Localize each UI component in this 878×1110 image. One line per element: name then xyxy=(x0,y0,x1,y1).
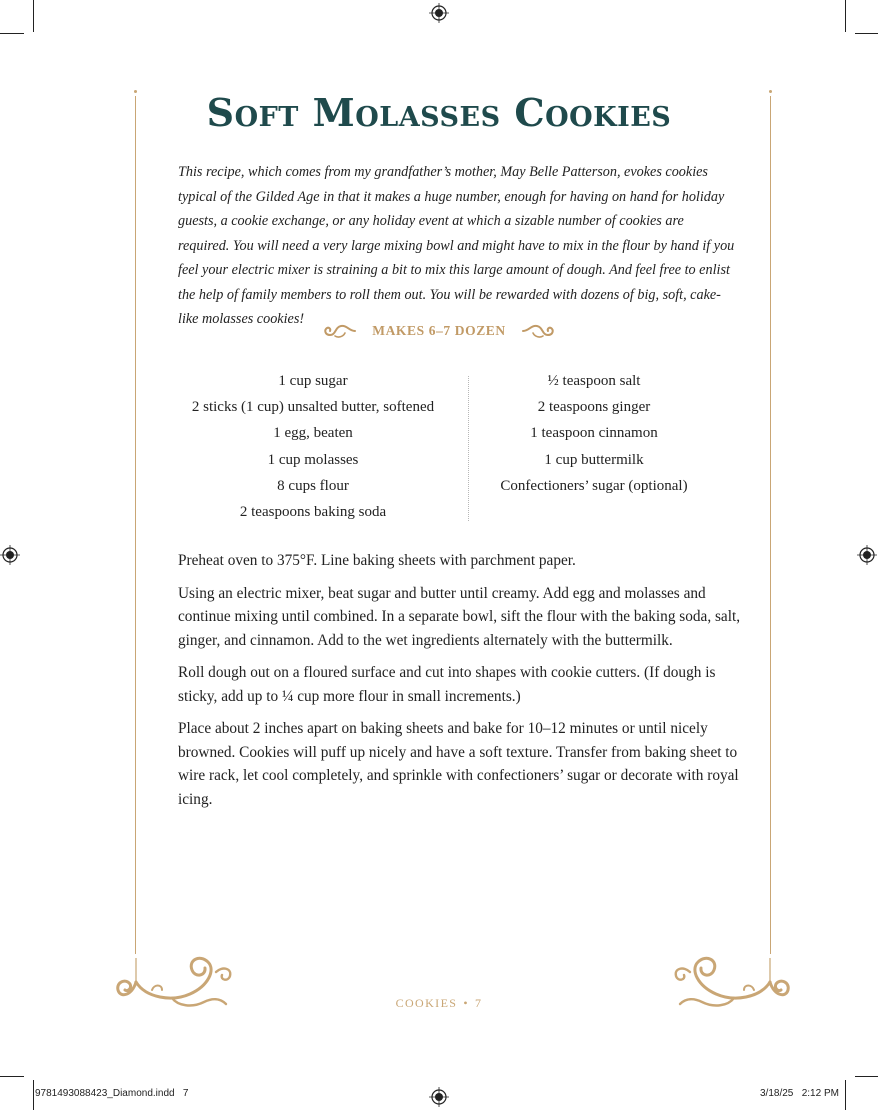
recipe-intro: This recipe, which comes from my grandfather’s mother, May Belle Patterson, evokes cookies typical of the Gilded Age in that it makes a huge number, enough for having on hand for holiday guests, a cookie exchange, or any holiday event at which a sizable number of cookies are required. You will need a very large mixing bowl and might have to mix in the flour by hand if you feel your electric mixer is straining a bit to mix this large amount of dough. And feel free to enlist the help of family members to roll them out. You will be rewarded with dozens of big, soft, cake-like molasses cookies! xyxy=(178,164,735,327)
footer-section: COOKIES xyxy=(395,996,458,1010)
crop-mark-bottom-left-h xyxy=(0,1076,24,1077)
ingredients-divider xyxy=(468,376,469,521)
recipe-title: Soft Molasses Cookies xyxy=(206,90,672,135)
slug-file: 9781493088423_Diamond.indd 7 xyxy=(35,1088,189,1099)
ingredient-item: 2 teaspoons baking soda xyxy=(239,504,387,521)
ingredients-left-column xyxy=(160,368,466,525)
frame-line-left xyxy=(135,96,136,954)
crop-mark-bottom-right-h xyxy=(855,1076,878,1077)
yield-line xyxy=(0,320,878,341)
ingredient-item: 1 cup molasses xyxy=(267,451,359,468)
recipe-step: Preheat oven to 375°F. Line baking sheets with parchment paper. xyxy=(178,552,576,569)
crop-mark-top-right-h xyxy=(855,33,878,34)
crop-mark-top-right-v xyxy=(845,0,846,32)
slug-timestamp: 3/18/25 2:12 PM xyxy=(760,1088,839,1099)
registration-mark-icon xyxy=(429,3,449,23)
ingredient-item: 1 teaspoon cinnamon xyxy=(530,425,658,442)
recipe-steps xyxy=(178,549,743,820)
crop-mark-top-left-h xyxy=(0,33,24,34)
crop-mark-top-left-v xyxy=(33,0,34,32)
recipe-step: Roll dough out on a floured surface and cut into shapes with cookie cutters. (If dough is sticky, add up to ¼ cup more flour in small increments.) xyxy=(178,664,716,705)
ingredient-item: ½ teaspoon salt xyxy=(547,373,641,389)
frame-line-right xyxy=(770,96,771,954)
ingredient-item: 2 teaspoons ginger xyxy=(537,399,651,416)
flourish-ornament-right-icon xyxy=(521,321,557,341)
page-number: 7 xyxy=(475,996,483,1010)
ingredient-item: 8 cups flour xyxy=(277,477,349,494)
ingredient-item: 1 cup sugar xyxy=(278,373,348,389)
recipe-step: Using an electric mixer, beat sugar and butter until creamy. Add egg and molasses and continue mixing until combined. In a separate bowl, sift the flour with the baking soda, salt, ginger, and cinnamon. Add to the wet ingredients alternately with the buttermilk. xyxy=(178,584,741,649)
flourish-ornament-left-icon xyxy=(321,321,357,341)
registration-mark-icon xyxy=(857,545,877,565)
ingredient-item: 2 sticks (1 cup) unsalted butter, softened xyxy=(191,399,435,416)
registration-mark-icon xyxy=(0,545,20,565)
recipe-step: Place about 2 inches apart on baking sheets and bake for 10–12 minutes or until nicely browned. Cookies will puff up nicely and have a soft texture. Transfer from baking sheet to wire rack, let cool completely, and sprinkle with confectioners’ sugar or decorate with royal icing. xyxy=(178,720,739,808)
crop-mark-bottom-right-v xyxy=(845,1080,846,1110)
crop-mark-bottom-left-v xyxy=(33,1080,34,1110)
ingredient-item: 1 cup buttermilk xyxy=(544,451,644,468)
ingredients-right-column xyxy=(472,368,716,499)
page-footer xyxy=(0,996,878,1011)
footer-separator: • xyxy=(463,996,469,1010)
ingredient-item: Confectioners’ sugar (optional) xyxy=(500,477,688,494)
yield-text: MAKES 6–7 DOZEN xyxy=(372,322,506,338)
ingredient-item: 1 egg, beaten xyxy=(273,425,353,442)
registration-mark-icon xyxy=(429,1087,449,1107)
